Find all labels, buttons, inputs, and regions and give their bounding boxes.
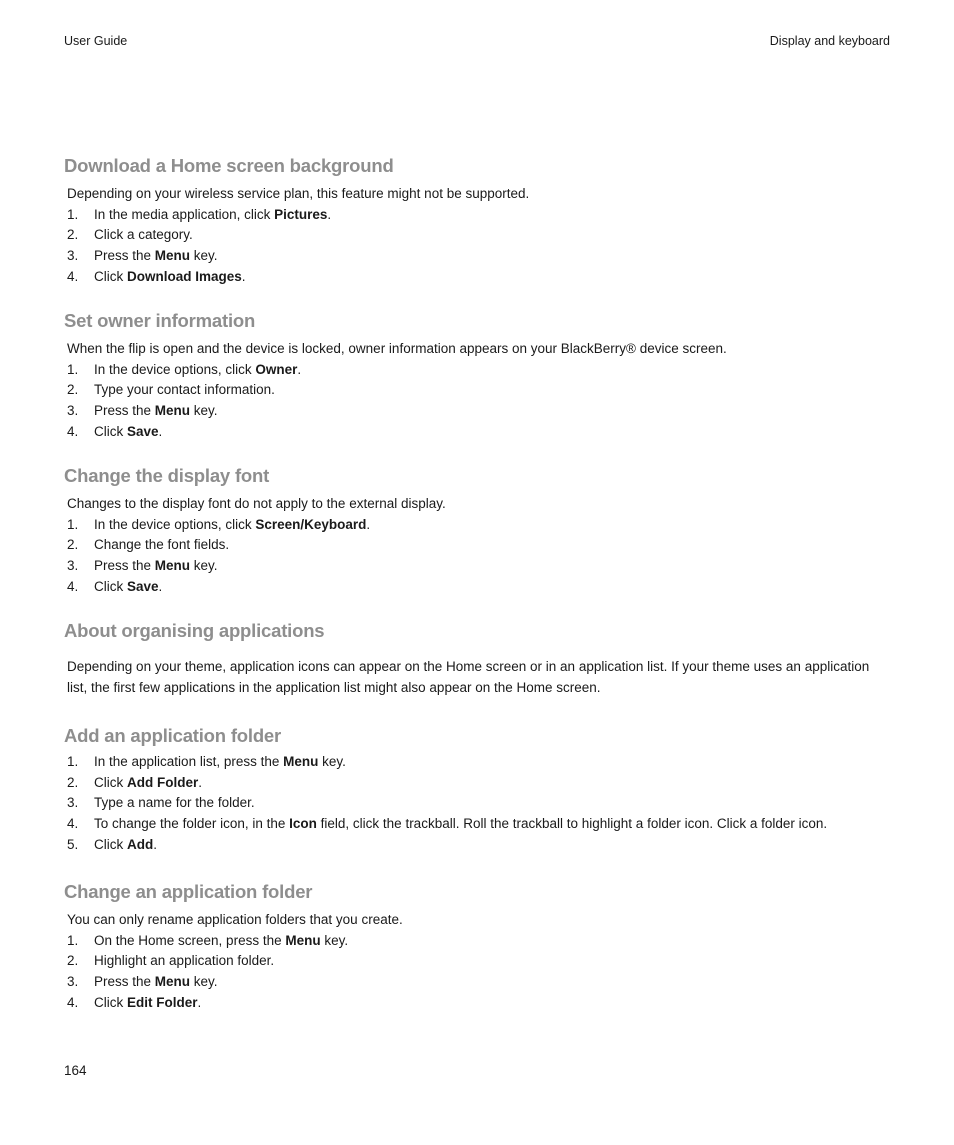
step-list <box>64 752 890 856</box>
step-number: 2. <box>67 774 79 790</box>
step-item <box>64 773 890 794</box>
step-text: Click <box>94 774 127 790</box>
step-number: 3. <box>67 247 79 263</box>
step-item <box>64 577 890 598</box>
step-number: 1. <box>67 206 79 222</box>
step-number: 4. <box>67 423 79 439</box>
step-text: . <box>198 774 203 790</box>
step-text: key. <box>190 557 218 573</box>
step-list <box>64 360 890 443</box>
step-item <box>64 515 890 536</box>
step-number: 4. <box>67 994 79 1010</box>
step-text: Click <box>94 423 127 439</box>
ui-term: Pictures <box>274 206 328 222</box>
section-heading: About organising applications <box>64 620 325 641</box>
section-heading: Change an application folder <box>64 881 313 902</box>
step-list <box>64 205 890 288</box>
step-item <box>64 931 890 952</box>
step-text: key. <box>318 754 346 769</box>
step-item <box>64 401 890 422</box>
ui-term: Screen/Keyboard <box>255 516 367 532</box>
step-item <box>64 225 890 246</box>
section-about-organising-applications <box>64 619 890 698</box>
step-text: . <box>241 268 246 284</box>
step-number: 3. <box>67 557 79 573</box>
intro-line: Depending on your theme, application icons can appear on the Home screen or in an application list. If your theme uses an application <box>67 659 870 674</box>
step-item <box>64 972 890 993</box>
section-change-display-font <box>64 464 890 597</box>
step-item <box>64 835 890 856</box>
section-set-owner-information <box>64 309 890 442</box>
step-number: 2. <box>67 382 79 398</box>
step-text: key. <box>190 973 218 989</box>
section-heading: Set owner information <box>64 310 256 331</box>
step-text: Highlight an application folder. <box>94 953 275 969</box>
step-number: 4. <box>67 578 79 594</box>
step-number: 4. <box>67 816 79 832</box>
step-text: . <box>158 423 163 439</box>
step-text: key. <box>190 247 218 263</box>
step-text: Press the <box>94 402 155 418</box>
step-text: Click <box>94 578 127 594</box>
step-list <box>64 515 890 598</box>
ui-term: Menu <box>283 754 319 769</box>
step-number: 2. <box>67 227 79 243</box>
step-text: In the device options, click <box>94 361 256 377</box>
step-item <box>64 752 890 773</box>
step-text: . <box>297 361 302 377</box>
section-intro: You can only rename application folders that you create. <box>67 912 403 927</box>
step-item <box>64 814 890 835</box>
ui-term: Menu <box>154 402 191 418</box>
ui-term: Save <box>127 578 159 594</box>
section-intro: Changes to the display font do not apply to the external display. <box>67 496 446 511</box>
step-text: On the Home screen, press the <box>94 932 286 948</box>
step-text: . <box>366 516 371 532</box>
step-text: Type a name for the folder. <box>94 795 255 811</box>
step-text: key. <box>320 932 349 948</box>
ui-term: Save <box>127 423 159 439</box>
step-text: Click <box>94 994 127 1010</box>
section-download-home-screen-background <box>64 154 890 287</box>
step-item <box>64 380 890 401</box>
step-text: Press the <box>94 973 155 989</box>
step-item <box>64 422 890 443</box>
ui-term: Add Folder <box>127 774 199 790</box>
section-change-application-folder <box>64 880 890 1013</box>
section-intro: When the flip is open and the device is locked, owner information appears on your BlackBerry® device screen. <box>67 341 727 356</box>
step-text: Type your contact information. <box>94 382 275 398</box>
section-intro: Depending on your wireless service plan, this feature might not be supported. <box>67 186 530 201</box>
step-item <box>64 556 890 577</box>
step-item <box>64 246 890 267</box>
step-text: Press the <box>94 557 155 573</box>
step-text: Click a category. <box>94 227 193 243</box>
step-number: 1. <box>67 754 79 769</box>
step-list <box>64 931 890 1014</box>
step-text: . <box>153 836 158 852</box>
section-heading: Download a Home screen background <box>64 155 394 176</box>
step-number: 3. <box>67 795 79 811</box>
step-number: 1. <box>67 516 79 532</box>
step-item <box>64 993 890 1014</box>
step-item <box>64 360 890 381</box>
step-item <box>64 205 890 226</box>
step-text: Click <box>94 836 127 852</box>
ui-term: Owner <box>255 361 298 377</box>
running-header-title: User Guide <box>64 34 128 48</box>
step-text: Change the font fields. <box>94 537 230 553</box>
ui-term: Menu <box>154 557 191 573</box>
step-text: Click <box>94 268 127 284</box>
step-text: In the device options, click <box>94 516 256 532</box>
step-text: key. <box>190 402 218 418</box>
ui-term: Add <box>127 836 154 852</box>
section-heading: Change the display font <box>64 465 270 486</box>
step-number: 3. <box>67 973 79 989</box>
step-text: field, click the trackball. Roll the trackball to highlight a folder icon. Click a folder icon. <box>316 816 828 832</box>
step-number: 5. <box>67 836 79 852</box>
step-number: 2. <box>67 537 79 553</box>
ui-term: Download Images <box>127 268 242 284</box>
ui-term: Edit Folder <box>127 994 198 1010</box>
section-add-application-folder <box>64 724 890 856</box>
step-item <box>64 951 890 972</box>
intro-line: list, the first few applications in the application list might also appear on the Home screen. <box>67 679 601 695</box>
step-text: In the application list, press the <box>94 754 284 769</box>
step-number: 3. <box>67 402 79 418</box>
step-text: In the media application, click <box>94 206 275 222</box>
page-number: 164 <box>64 1063 87 1078</box>
step-item <box>64 267 890 288</box>
step-number: 4. <box>67 268 79 284</box>
step-text: To change the folder icon, in the <box>94 816 290 832</box>
step-text: . <box>197 994 202 1010</box>
section-intro <box>67 657 890 698</box>
step-number: 1. <box>67 932 79 948</box>
ui-term: Menu <box>154 247 191 263</box>
step-item <box>64 793 890 814</box>
step-item <box>64 535 890 556</box>
step-number: 2. <box>67 953 79 969</box>
step-number: 1. <box>67 361 79 377</box>
ui-term: Icon <box>289 816 317 832</box>
ui-term: Menu <box>154 973 191 989</box>
section-heading: Add an application folder <box>64 725 282 746</box>
ui-term: Menu <box>285 932 321 948</box>
step-text: . <box>327 206 332 222</box>
step-text: . <box>158 578 163 594</box>
running-header-chapter: Display and keyboard <box>769 34 890 48</box>
step-text: Press the <box>94 247 155 263</box>
